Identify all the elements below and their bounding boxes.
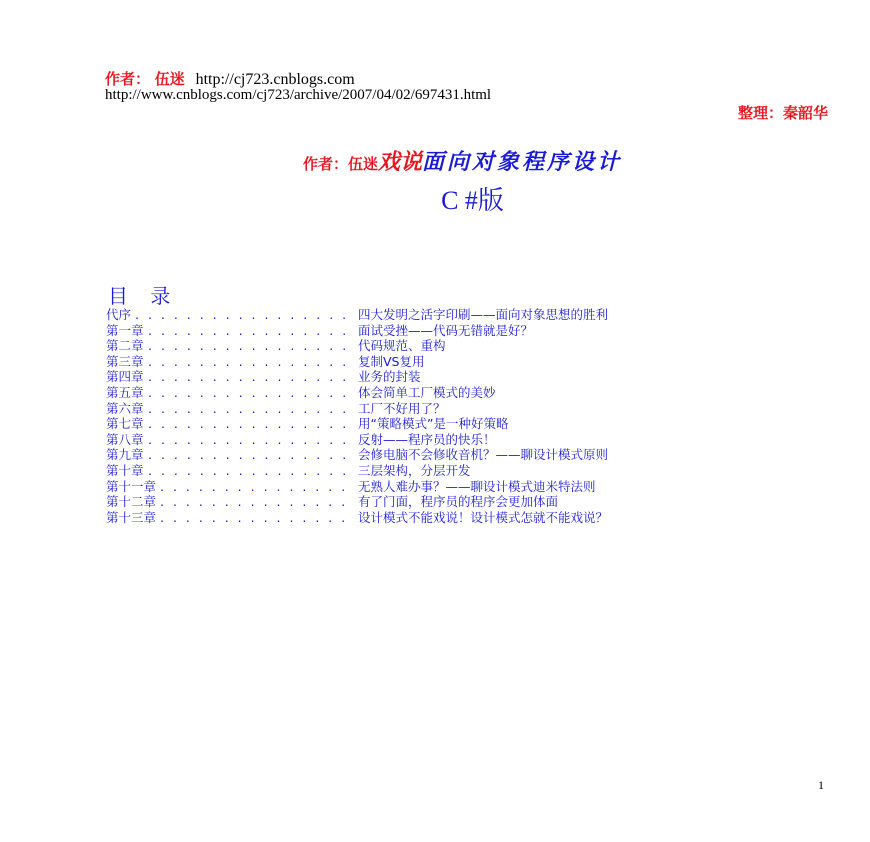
toc-entry[interactable]	[106, 369, 746, 385]
compiler-credit: 整理：秦韶华	[737, 104, 828, 122]
toc-entry[interactable]	[106, 401, 746, 417]
toc-chapter-title: 体会简单工厂模式的美妙	[358, 384, 496, 400]
toc-chapter-label: 第十三章	[106, 509, 157, 525]
toc-chapter-label: 第十一章	[106, 478, 157, 494]
toc-chapter-title: 用“策略模式”是一种好策略	[358, 416, 509, 432]
toc-dot-leader: . . . . . . . . . . . . . . . .	[148, 400, 349, 416]
toc-dot-leader: . . . . . . . . . . . . . . . .	[148, 322, 349, 338]
blog-url: http://cj723.cnblogs.com	[195, 71, 355, 88]
toc-dot-leader: . . . . . . . . . . . . . . . .	[148, 353, 349, 369]
toc-entry[interactable]	[106, 447, 746, 463]
toc-entry[interactable]	[106, 479, 746, 495]
toc-dot-leader: . . . . . . . . . . . . . . .	[160, 509, 348, 525]
toc-dot-leader: . . . . . . . . . . . . . . .	[160, 478, 348, 494]
toc-dot-leader: . . . . . . . . . . . . . . . .	[148, 462, 349, 478]
toc-chapter-label: 第一章	[106, 322, 144, 338]
toc-dot-leader: . . . . . . . . . . . . . . . .	[148, 369, 349, 385]
toc-chapter-title: 设计模式不能戏说！设计模式怎就不能戏说？	[358, 509, 609, 525]
toc-chapter-title: 四大发明之活字印刷——面向对象思想的胜利	[358, 307, 609, 322]
toc-chapter-title: 三层架构，分层开发	[358, 462, 471, 478]
toc-entry[interactable]	[106, 432, 746, 448]
toc-dot-leader: . . . . . . . . . . . . . . .	[160, 494, 348, 510]
toc-entry[interactable]	[106, 494, 746, 510]
author-label: 作者：	[105, 70, 151, 88]
toc-dot-leader: . . . . . . . . . . . . . . . .	[148, 431, 349, 447]
toc-chapter-title: 代码规范、重构	[358, 338, 446, 354]
toc-chapter-title: 无熟人难办事？——聊设计模式迪米特法则	[358, 478, 596, 494]
toc-chapter-label: 第九章	[106, 447, 144, 463]
toc-chapter-label: 第六章	[106, 400, 144, 416]
page-number: 1	[818, 778, 824, 792]
toc-entry[interactable]	[106, 323, 746, 339]
document-subtitle: C #版	[441, 186, 504, 215]
article-url: http://www.cnblogs.com/cj723/archive/2007/04/02/697431.html	[105, 87, 492, 103]
toc-chapter-label: 代序	[106, 307, 132, 322]
toc-dot-leader: . . . . . . . . . . . . . . . . .	[135, 307, 349, 322]
toc-chapter-title: 复制VS复用	[358, 353, 425, 369]
toc-chapter-label: 第五章	[106, 384, 144, 400]
toc-dot-leader: . . . . . . . . . . . . . . . .	[148, 338, 349, 354]
toc-dot-leader: . . . . . . . . . . . . . . . .	[148, 384, 349, 400]
title-author: 作者：伍迷	[302, 155, 378, 173]
table-of-contents	[106, 307, 746, 525]
title-main: 面向对象程序设计	[422, 149, 623, 175]
toc-entry[interactable]	[106, 354, 746, 370]
toc-chapter-label: 第四章	[106, 369, 144, 385]
toc-heading: 目 录	[108, 284, 179, 308]
toc-chapter-label: 第十二章	[106, 494, 157, 510]
toc-chapter-label: 第二章	[106, 338, 144, 354]
document-title	[0, 145, 870, 176]
toc-chapter-title: 有了门面，程序员的程序会更加体面	[358, 494, 559, 510]
toc-chapter-label: 第三章	[106, 353, 144, 369]
toc-chapter-label: 第八章	[106, 431, 144, 447]
toc-dot-leader: . . . . . . . . . . . . . . . .	[148, 416, 349, 432]
toc-entry[interactable]	[106, 416, 746, 432]
toc-chapter-title: 会修电脑不会修收音机？——聊设计模式原则	[358, 447, 609, 463]
toc-dot-leader: . . . . . . . . . . . . . . . .	[148, 447, 349, 463]
toc-chapter-label: 第七章	[106, 416, 144, 432]
toc-chapter-label: 第十章	[106, 462, 144, 478]
title-prefix: 戏说	[377, 149, 422, 175]
toc-entry[interactable]	[106, 385, 746, 401]
toc-entry[interactable]	[106, 307, 746, 323]
toc-chapter-title: 工厂不好用了？	[358, 400, 446, 416]
author-name: 伍迷	[154, 70, 185, 88]
toc-chapter-title: 反射——程序员的快乐！	[358, 431, 496, 447]
toc-entry[interactable]	[106, 338, 746, 354]
toc-chapter-title: 面试受挫——代码无错就是好？	[358, 322, 534, 338]
toc-chapter-title: 业务的封装	[358, 369, 421, 385]
toc-entry[interactable]	[106, 463, 746, 479]
toc-entry[interactable]	[106, 510, 746, 526]
